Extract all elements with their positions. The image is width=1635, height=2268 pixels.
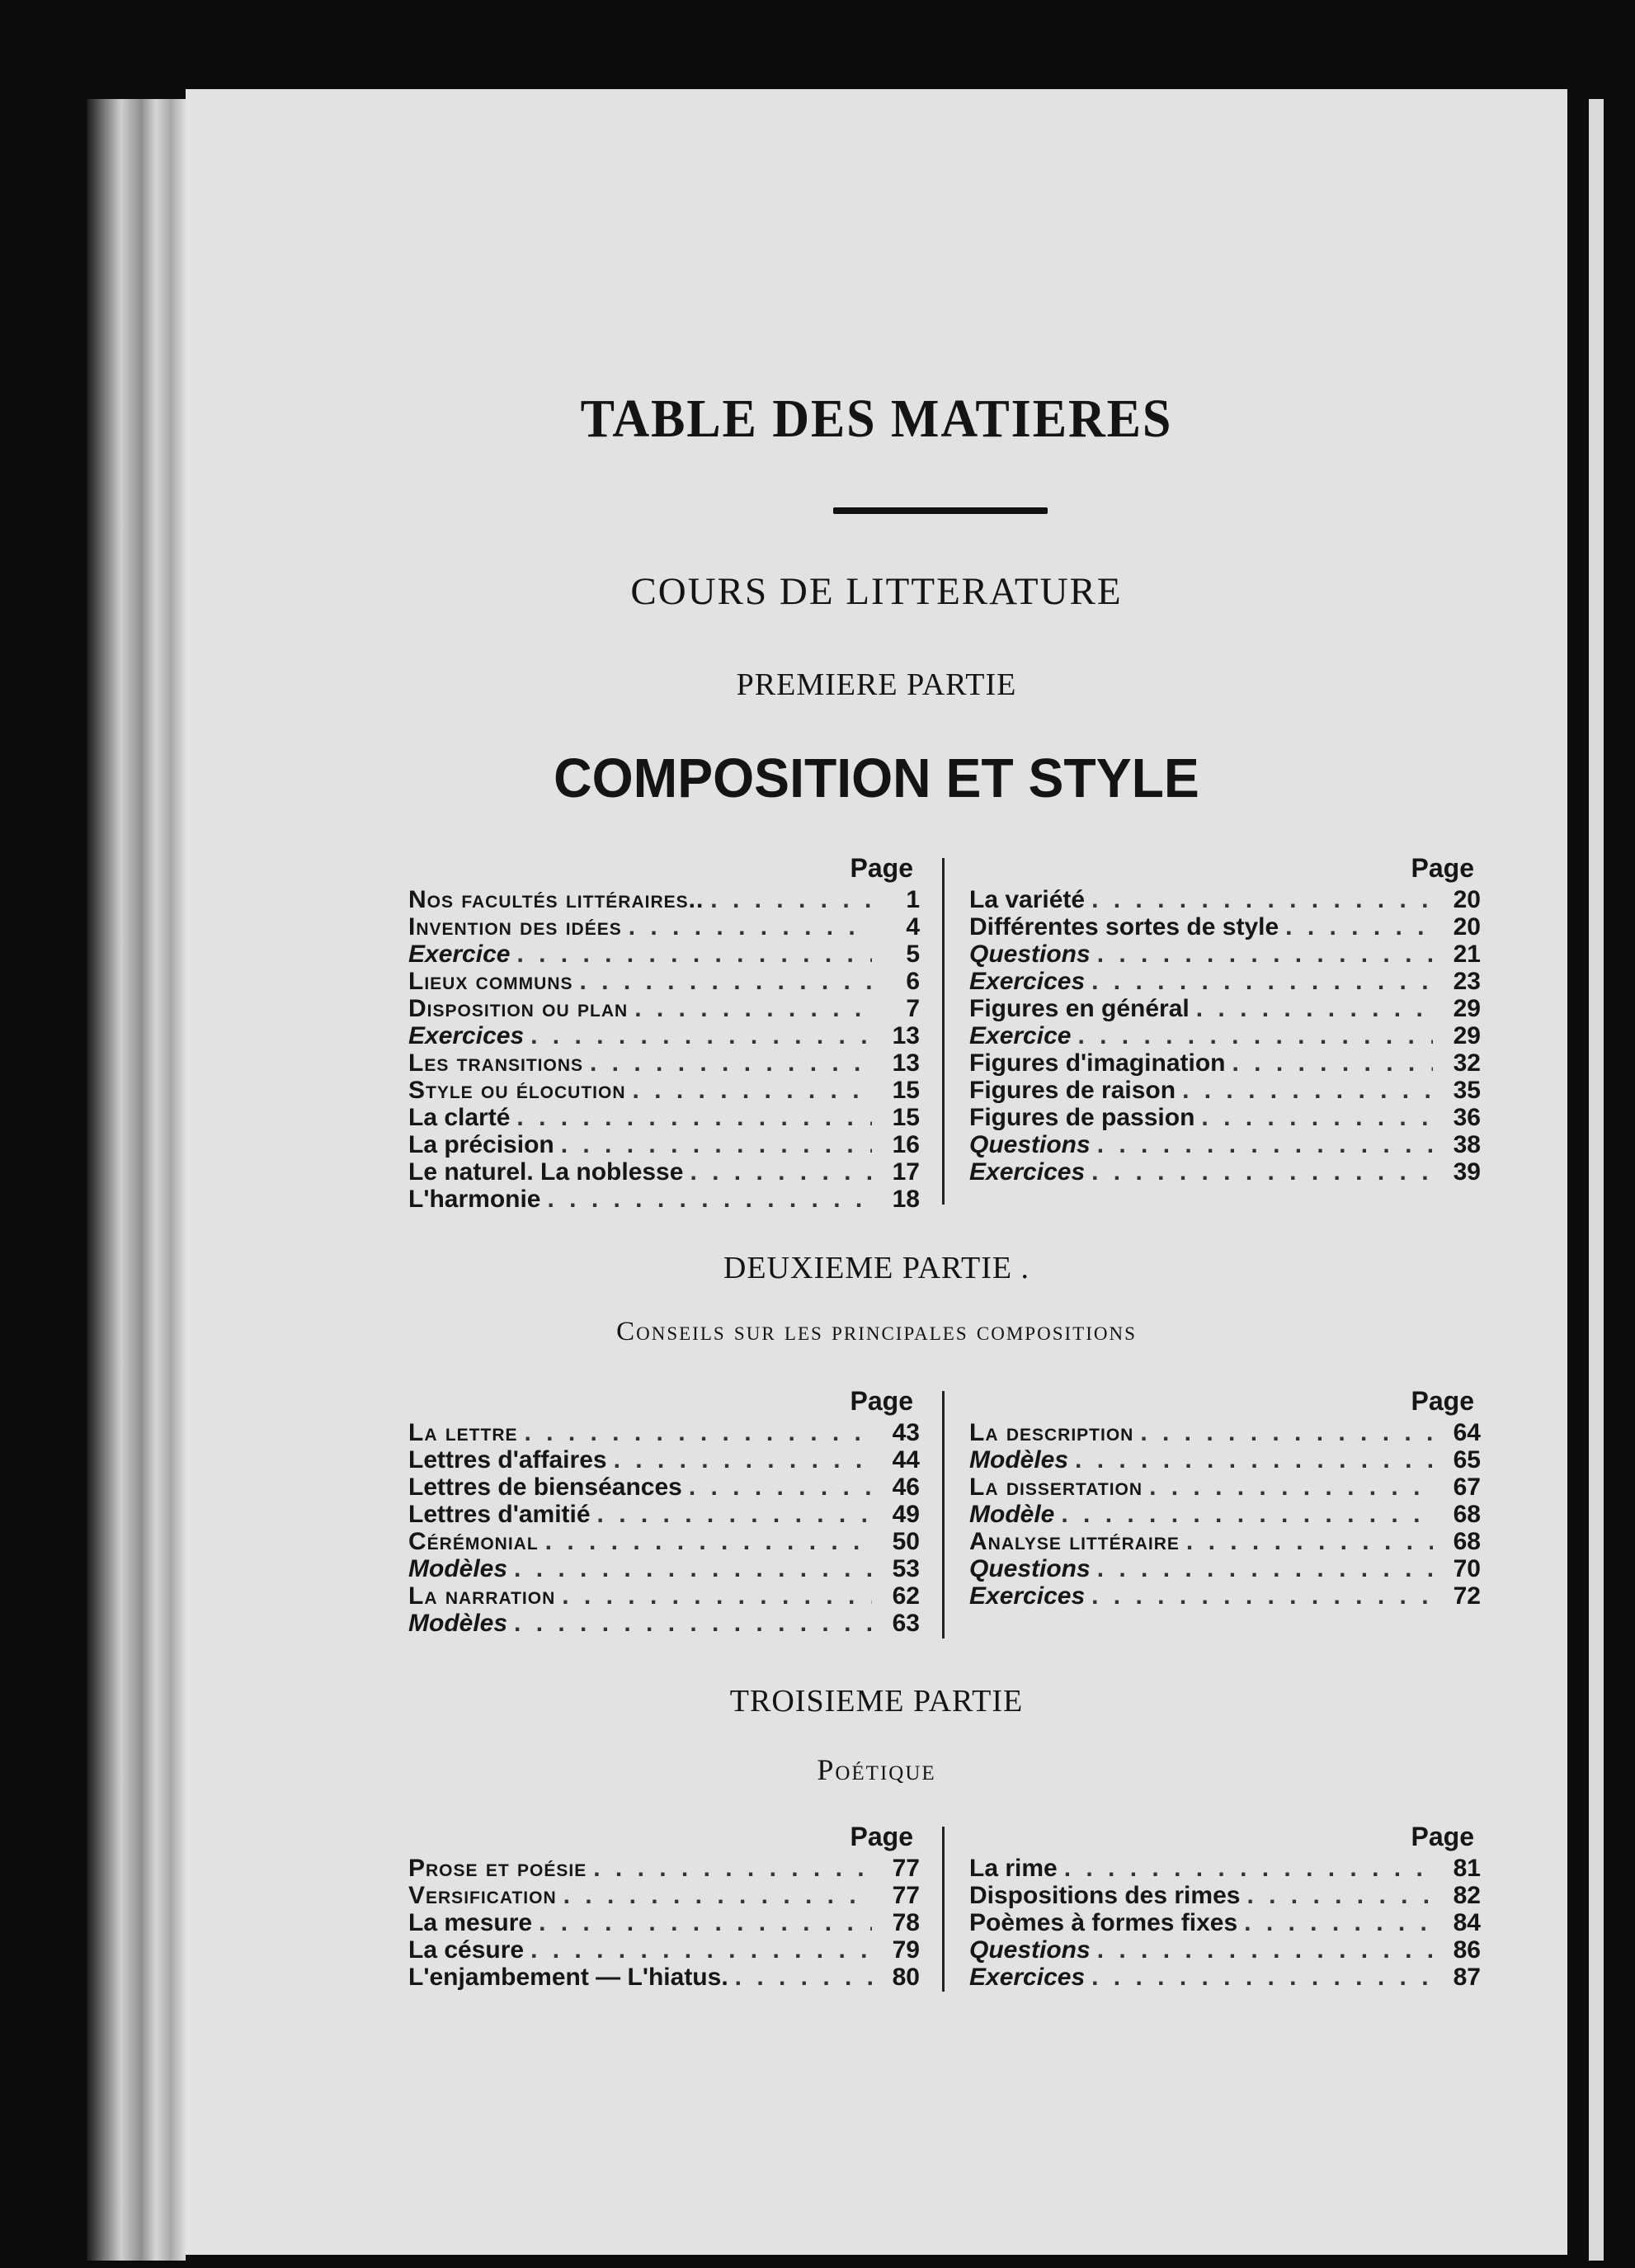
toc-entry-page: 46 <box>892 1473 920 1501</box>
part1-heading: PREMIERE PARTIE <box>736 667 1017 702</box>
toc-entry <box>969 1964 1481 1991</box>
toc-entry-page: 78 <box>892 1909 920 1936</box>
toc-entry <box>408 886 920 913</box>
dot-leader <box>1246 1882 1433 1909</box>
dot-leader <box>1091 968 1433 995</box>
dot-leader <box>562 1582 872 1610</box>
dot-leader <box>548 1186 873 1213</box>
toc-entry-page: 29 <box>1453 1022 1481 1049</box>
dot-leader <box>1097 1936 1433 1964</box>
toc-entry-label: Le naturel. La noblesse <box>408 1158 684 1186</box>
dot-leader <box>563 1882 872 1909</box>
toc-entry-page: 72 <box>1453 1582 1481 1610</box>
toc-entry-label: Différentes sortes de style <box>969 913 1279 941</box>
toc-entry <box>408 1610 920 1637</box>
toc-entry <box>408 1528 920 1555</box>
toc-entry-label: Disposition ou plan <box>408 995 629 1022</box>
dot-leader <box>1091 1964 1433 1991</box>
toc-entry-page: 7 <box>906 995 920 1022</box>
toc-entry-label: La description <box>969 1419 1134 1446</box>
toc-entry-label: Exercice <box>969 1022 1072 1049</box>
dot-leader <box>1075 1446 1433 1473</box>
toc-entry-page: 86 <box>1453 1936 1481 1964</box>
dot-leader <box>614 1446 872 1473</box>
toc-entry-label: La narration <box>408 1582 556 1610</box>
part3-heading: TROISIEME PARTIE <box>729 1684 1024 1719</box>
part1-left-column <box>408 850 920 1213</box>
toc-entry-page: 80 <box>892 1964 920 1991</box>
toc-entry-page: 43 <box>892 1419 920 1446</box>
toc-entry-label: Dispositions des rimes <box>969 1882 1241 1909</box>
column-divider <box>942 1391 945 1639</box>
dot-leader <box>530 1022 872 1049</box>
dot-leader <box>561 1131 872 1158</box>
toc-entry-page: 20 <box>1453 886 1481 913</box>
toc-entry <box>969 968 1481 995</box>
toc-entry-page: 21 <box>1453 941 1481 968</box>
toc-entry <box>969 1158 1481 1186</box>
toc-entry-page: 81 <box>1453 1855 1481 1882</box>
dot-leader <box>689 1473 872 1501</box>
dot-leader <box>597 1501 872 1528</box>
dot-leader <box>514 1555 872 1582</box>
part2-subtitle: Conseils sur les principales compositions <box>616 1317 1137 1346</box>
toc-entry-page: 44 <box>892 1446 920 1473</box>
toc-entry-page: 23 <box>1453 968 1481 995</box>
toc-entry <box>408 1077 920 1104</box>
toc-entry <box>408 1582 920 1610</box>
page-column-header: Page <box>850 1386 913 1416</box>
toc-entry <box>969 1131 1481 1158</box>
dot-leader <box>1244 1909 1433 1936</box>
toc-entry-page: 13 <box>892 1049 920 1077</box>
dot-leader <box>514 1610 872 1637</box>
toc-entry-label: La césure <box>408 1936 525 1964</box>
toc-entry <box>408 1158 920 1186</box>
toc-entry-page: 17 <box>892 1158 920 1186</box>
part3-right-column <box>969 1818 1481 1991</box>
toc-entry-page: 5 <box>906 941 920 968</box>
dot-leader <box>516 1104 872 1131</box>
toc-entry <box>408 1022 920 1049</box>
part2-right-column <box>969 1383 1481 1610</box>
toc-entry-label: Prose et poésie <box>408 1855 587 1882</box>
dot-leader <box>1149 1473 1433 1501</box>
toc-entry-label: Figures en général <box>969 995 1190 1022</box>
toc-entry <box>408 941 920 968</box>
dot-leader <box>1232 1049 1434 1077</box>
dot-leader <box>735 1964 872 1991</box>
toc-entry-label: Modèle <box>969 1501 1055 1528</box>
toc-entry-page: 77 <box>892 1855 920 1882</box>
toc-entry-label: L'harmonie <box>408 1186 541 1213</box>
toc-entry-label: Style ou élocution <box>408 1077 626 1104</box>
toc-entry-label: La rime <box>969 1855 1058 1882</box>
page-column-header: Page <box>1411 1386 1474 1416</box>
toc-entry <box>969 1936 1481 1964</box>
toc-entry-page: 18 <box>892 1186 920 1213</box>
title-rule <box>833 507 1048 514</box>
toc-entry-page: 62 <box>892 1582 920 1610</box>
dot-leader <box>690 1158 872 1186</box>
toc-entry-label: Nos facultés littéraires.. <box>408 886 704 913</box>
toc-entry <box>969 1049 1481 1077</box>
part3-subtitle: Poétique <box>817 1753 936 1786</box>
toc-entry-page: 6 <box>906 968 920 995</box>
toc-entry <box>408 1473 920 1501</box>
dot-leader <box>1097 1131 1433 1158</box>
toc-entry-label: Exercices <box>969 1964 1086 1991</box>
toc-entry <box>969 1528 1481 1555</box>
toc-entry-label: La précision <box>408 1131 554 1158</box>
column-divider <box>942 1827 945 1992</box>
toc-entry <box>969 1855 1481 1882</box>
toc-entry <box>969 1882 1481 1909</box>
toc-entry <box>969 913 1481 941</box>
toc-entry-label: Exercices <box>969 1158 1086 1186</box>
toc-list <box>969 1855 1481 1991</box>
toc-entry-label: Lettres d'affaires <box>408 1446 607 1473</box>
toc-entry-label: Cérémonial <box>408 1528 539 1555</box>
toc-entry <box>408 1049 920 1077</box>
part1-right-column <box>969 850 1481 1186</box>
toc-entry-page: 50 <box>892 1528 920 1555</box>
toc-entry-page: 15 <box>892 1104 920 1131</box>
toc-entry-label: Les transitions <box>408 1049 584 1077</box>
toc-entry <box>969 1419 1481 1446</box>
toc-entry-label: Exercice <box>408 941 511 968</box>
toc-entry-page: 84 <box>1453 1909 1481 1936</box>
course-title: COURS DE LITTERATURE <box>630 570 1123 613</box>
dot-leader <box>580 968 873 995</box>
toc-entry-page: 65 <box>1453 1446 1481 1473</box>
toc-entry <box>969 941 1481 968</box>
toc-entry-page: 53 <box>892 1555 920 1582</box>
toc-entry-label: Lettres d'amitié <box>408 1501 591 1528</box>
toc-entry-label: La mesure <box>408 1909 533 1936</box>
column-divider <box>942 858 945 1205</box>
page-column-header: Page <box>850 853 913 883</box>
dot-leader <box>1140 1419 1433 1446</box>
dot-leader <box>1091 1582 1433 1610</box>
toc-entry-page: 77 <box>892 1882 920 1909</box>
book-page-edges <box>87 99 186 2261</box>
toc-entry <box>969 1104 1481 1131</box>
toc-entry <box>969 1022 1481 1049</box>
toc-entry <box>408 1104 920 1131</box>
toc-entry-page: 29 <box>1453 995 1481 1022</box>
toc-entry-label: Exercices <box>408 1022 525 1049</box>
toc-entry-page: 4 <box>906 913 920 941</box>
toc-entry-label: Figures d'imagination <box>969 1049 1226 1077</box>
dot-leader <box>1091 1158 1433 1186</box>
toc-entry-label: Lettres de bienséances <box>408 1473 682 1501</box>
toc-entry-label: Exercices <box>969 968 1086 995</box>
toc-list <box>408 1419 920 1637</box>
dot-leader <box>545 1528 872 1555</box>
toc-entry-page: 82 <box>1453 1882 1481 1909</box>
toc-entry-label: Poèmes à formes fixes <box>969 1909 1238 1936</box>
toc-entry-page: 49 <box>892 1501 920 1528</box>
toc-entry-page: 35 <box>1453 1077 1481 1104</box>
toc-entry-page: 68 <box>1453 1501 1481 1528</box>
toc-entry-label: Modèles <box>408 1555 508 1582</box>
toc-entry <box>408 1882 920 1909</box>
toc-entry-page: 87 <box>1453 1964 1481 1991</box>
toc-entry <box>408 968 920 995</box>
dot-leader <box>1097 941 1433 968</box>
page-column-header: Page <box>1411 853 1474 883</box>
toc-entry-page: 70 <box>1453 1555 1481 1582</box>
toc-entry-label: Modèles <box>408 1610 508 1637</box>
toc-list <box>408 1855 920 1991</box>
part2-heading: DEUXIEME PARTIE . <box>723 1251 1030 1285</box>
dot-leader <box>1097 1555 1433 1582</box>
toc-entry-label: La variété <box>969 886 1086 913</box>
toc-entry <box>969 995 1481 1022</box>
toc-entry-label: Questions <box>969 1555 1091 1582</box>
toc-entry <box>408 913 920 941</box>
dot-leader <box>1061 1501 1433 1528</box>
toc-entry-page: 36 <box>1453 1104 1481 1131</box>
dot-leader <box>590 1049 872 1077</box>
toc-entry-label: Lieux communs <box>408 968 573 995</box>
page-column-header: Page <box>1411 1822 1474 1851</box>
toc-entry-label: Modèles <box>969 1446 1069 1473</box>
toc-entry-label: L'enjambement — L'hiatus. <box>408 1964 728 1991</box>
dot-leader <box>1285 913 1433 941</box>
toc-entry <box>408 1419 920 1446</box>
toc-entry-page: 39 <box>1453 1158 1481 1186</box>
toc-list <box>969 886 1481 1186</box>
toc-list <box>408 886 920 1213</box>
toc-entry <box>969 1501 1481 1528</box>
dot-leader <box>1186 1528 1433 1555</box>
dot-leader <box>1077 1022 1433 1049</box>
toc-entry-page: 20 <box>1453 913 1481 941</box>
dot-leader <box>633 1077 872 1104</box>
toc-entry <box>408 1855 920 1882</box>
toc-entry <box>408 1446 920 1473</box>
dot-leader <box>710 886 872 913</box>
toc-entry-page: 79 <box>892 1936 920 1964</box>
toc-entry-label: La lettre <box>408 1419 518 1446</box>
toc-entry-page: 15 <box>892 1077 920 1104</box>
toc-entry <box>408 1964 920 1991</box>
toc-entry-page: 63 <box>892 1610 920 1637</box>
toc-entry-label: La clarté <box>408 1104 511 1131</box>
toc-entry-page: 16 <box>892 1131 920 1158</box>
toc-entry <box>969 1555 1481 1582</box>
toc-entry-label: Figures de passion <box>969 1104 1195 1131</box>
toc-entry-page: 32 <box>1453 1049 1481 1077</box>
part1-subtitle: COMPOSITION ET STYLE <box>554 747 1199 809</box>
toc-entry <box>408 1909 920 1936</box>
toc-entry <box>408 1555 920 1582</box>
toc-entry <box>969 1446 1481 1473</box>
page-title: TABLE DES MATIERES <box>580 389 1173 449</box>
toc-entry-page: 13 <box>892 1022 920 1049</box>
toc-entry <box>969 1909 1481 1936</box>
toc-entry <box>408 1936 920 1964</box>
toc-entry-label: Versification <box>408 1882 557 1909</box>
toc-entry-page: 1 <box>906 886 920 913</box>
toc-entry-label: Exercices <box>969 1582 1086 1610</box>
toc-entry <box>969 1077 1481 1104</box>
dot-leader <box>1196 995 1433 1022</box>
toc-entry <box>969 886 1481 913</box>
dot-leader <box>1064 1855 1433 1882</box>
toc-entry-label: Figures de raison <box>969 1077 1176 1104</box>
toc-entry-page: 68 <box>1453 1528 1481 1555</box>
facing-page-edge <box>1589 99 1604 2261</box>
toc-entry-label: La dissertation <box>969 1473 1143 1501</box>
toc-entry <box>408 1131 920 1158</box>
dot-leader <box>593 1855 872 1882</box>
toc-entry-label: Invention des idées <box>408 913 622 941</box>
dot-leader <box>1182 1077 1433 1104</box>
toc-entry-label: Questions <box>969 1936 1091 1964</box>
part2-left-column <box>408 1383 920 1637</box>
dot-leader <box>539 1909 872 1936</box>
dot-leader <box>634 995 872 1022</box>
toc-entry-label: Questions <box>969 1131 1091 1158</box>
toc-entry <box>408 1501 920 1528</box>
dot-leader <box>516 941 872 968</box>
page-column-header: Page <box>850 1822 913 1851</box>
toc-entry <box>969 1582 1481 1610</box>
toc-entry-label: Questions <box>969 941 1091 968</box>
dot-leader <box>1201 1104 1433 1131</box>
toc-entry-page: 38 <box>1453 1131 1481 1158</box>
toc-entry <box>408 1186 920 1213</box>
dot-leader <box>1091 886 1433 913</box>
dot-leader <box>629 913 872 941</box>
toc-entry-label: Analyse littéraire <box>969 1528 1180 1555</box>
toc-entry <box>969 1473 1481 1501</box>
toc-entry-page: 64 <box>1453 1419 1481 1446</box>
toc-entry <box>408 995 920 1022</box>
toc-list <box>969 1419 1481 1610</box>
part3-left-column <box>408 1818 920 1991</box>
toc-entry-page: 67 <box>1453 1473 1481 1501</box>
dot-leader <box>530 1936 872 1964</box>
dot-leader <box>525 1419 873 1446</box>
